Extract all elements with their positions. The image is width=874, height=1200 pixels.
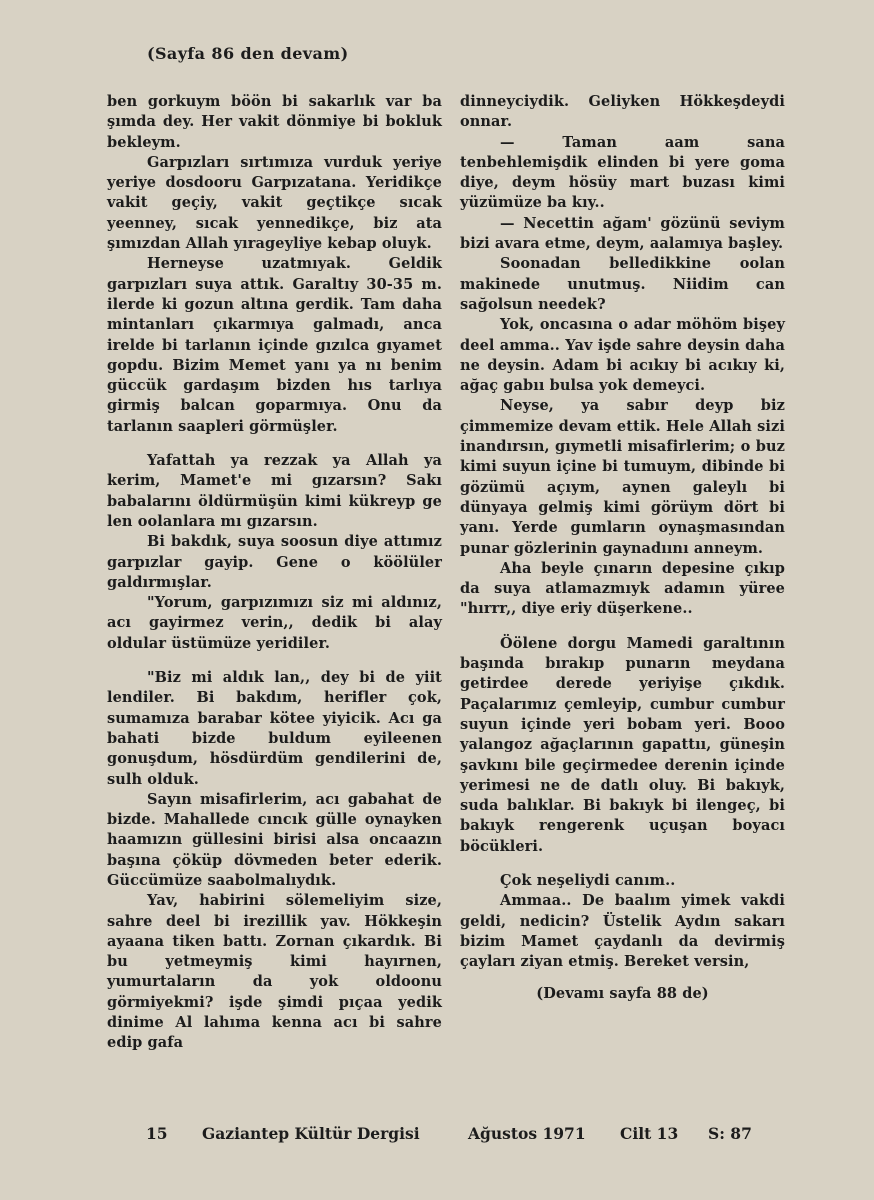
paragraph: Yafattah ya rezzak ya Allah ya kerim, Mamet'e mi gızarsın? Sakı babalarını öldürmüşün kimi kükreyp ge len oolanlara mı gızarsın. xyxy=(107,452,442,530)
paragraph: Bi bakdık, suya soosun diye attımız garpızlar gayip. Gene o köölüler galdırmışlar. xyxy=(107,533,442,591)
paragraph: — Taman aam sana tenbehlemişdik elinden bi yere goma diye, deym hösüy mart buzası kimi yüzümüze ba kıy.. xyxy=(460,133,785,212)
right-column xyxy=(460,92,785,1005)
paragraph: Çok neşeliydi canım.. xyxy=(500,871,676,889)
paragraph: Garpızları sırtımıza vurduk yeriye yeriye dosdooru Garpızatana. Yeridikçe vakit geçiy, vakit geçtikçe sıcak yeenney, sıcak yennedikçe, biz ata şımızdan Allah yırageyliye kebap oluyk. xyxy=(107,153,442,253)
magazine-title: Gaziantep Kültür Dergisi xyxy=(202,1124,420,1143)
page-number: 15 xyxy=(146,1124,168,1143)
paragraph: Sayın misafirlerim, acı gabahat de bizde. Mahallede cıncık gülle oynayken haamızın güllesini birisi alsa oncaazın başına çöküp dövmeden beter ederik. Güccümüze saabolmalıydık. xyxy=(107,790,442,889)
paragraph: Neyse, ya sabır deyp biz çimmemize devam ettik. Hele Allah sizi inandırsın, gıymetli misafirlerim; o buz kimi suyun içine bi tumuym, dibinde bi gözümü açıym, aynen galeylı bi dünyaya gelmiş kimi görüym dört bi yanı. Yerde gumların oynaşmasından punar gözlerinin gaynadıını anneym. xyxy=(460,397,785,557)
issue-date: Ağustos 1971 xyxy=(468,1124,586,1143)
left-column xyxy=(107,92,442,1054)
paragraph: Öölene dorgu Mamedi garaltının başında bırakıp punarın meydana getirdee derede yeriyişe çıkdık. Paçalarımız çemleyip, cumbur cumbur suyun içinde yeri bobam yeri. Booo yalangoz ağaçlarının gapattıı, güneşin şavkını bile geçirmedee derenin içinde yerimesi ne de datlı oluy. Bi bakıyk, suda balıklar. Bi bakıyk bi ilengeç, bi bakıyk rengerenk uçuşan boyacı böcükleri. xyxy=(460,634,785,855)
continued-on-note: (Devamı sayfa 88 de) xyxy=(536,985,709,1003)
paragraph: dinneyciydik. Geliyken Hökkeşdeydi onnar. xyxy=(460,93,785,131)
paragraph: Aha beyle çınarın depesine çıkıp da suya atlamazmıyk adamın yüree "hırrr,, diye eriy düşerkene.. xyxy=(460,559,785,618)
paragraph: Herneyse uzatmıyak. Geldik garpızları suya attık. Garaltıy 30-35 m. ilerde ki gozun altına gerdik. Tam daha mintanları çıkarmıya galmadı, anca irelde bi tarlanın içinde gızılca gıyamet gopdu. Bizim Memet yanı ya nı benim güccük gardaşım bizden hıs tarlıya girmiş balcan goparmıya. Onu da tarlanın saapleri görmüşler. xyxy=(107,255,442,435)
paragraph: — Necettin ağam' gözünü seviym bizi avara etme, deym, aalamıya başley. xyxy=(460,214,785,253)
paragraph: Soonadan belledikkine oolan makinede unutmuş. Niidim can sağolsun needek? xyxy=(460,255,785,313)
paragraph: "Yorum, garpızımızı siz mi aldınız, acı gayirmez verin,, dedik bi alay oldular üstümüze yeridiler. xyxy=(107,594,442,652)
paragraph: "Biz mi aldık lan,, dey bi de yiit lendiler. Bi bakdım, herifler çok, sumamıza barabar kötee yiyicik. Acı ga bahati bizde buldum eyileenen gonuşdum, hösdürdüm gendilerini de, sulh olduk. xyxy=(107,669,442,788)
paragraph: Yav, habirini sölemeliyim size, sahre deel bi irezillik yav. Hökkeşin ayaana tiken battı. Zornan çıkardık. Bi bu yetmeymiş kimi hayırnen, yumurtaların da yok oldoonu görmiyekmi? işde şimdi pıçaa yedik dinime Al lahıma kenna acı bi sahre edip gafa xyxy=(107,892,442,1052)
paragraph: Ammaa.. De baalım yimek vakdi geldi, nedicin? Üstelik Aydın sakarı bizim Mamet çaydanlı da devirmiş çayları ziyan etmiş. Bereket versin, xyxy=(460,892,785,971)
paragraph: Yok, oncasına o adar möhöm bişey deel amma.. Yav işde sahre deysin daha ne deysin. Adam bi acıkıy bi acıkıy ki, ağaç gabıı bulsa yok demeyci. xyxy=(460,316,785,395)
paragraph: ben gorkuym böön bi sakarlık var ba şımda dey. Her vakit dönmiye bi bokluk bekleym. xyxy=(107,93,442,151)
issue-number: S: 87 xyxy=(708,1124,752,1143)
continued-from-header: (Sayfa 86 den devam) xyxy=(147,44,349,63)
volume-number: Cilt 13 xyxy=(620,1124,679,1143)
